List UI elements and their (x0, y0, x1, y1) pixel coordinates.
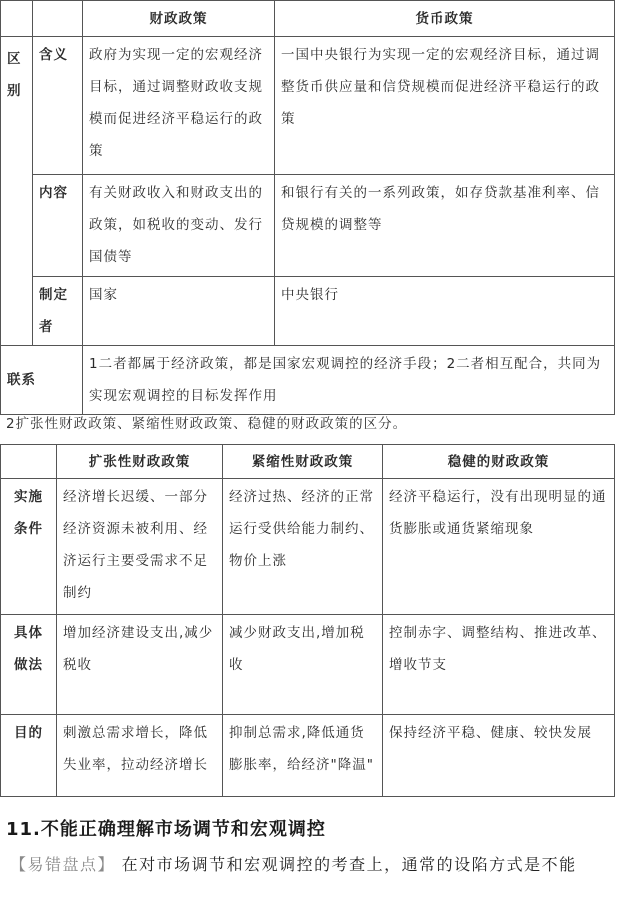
fiscal-monetary-comparison-table (0, 0, 615, 415)
cell-fiscal-maker: 国家 (83, 277, 275, 346)
cell-fiscal-meaning: 政府为实现一定的宏观经济目标，通过调整财政收支规模而促进经济平稳运行的政策 (83, 37, 275, 175)
error-point-tag: 【易错盘点】 (10, 855, 116, 874)
row-label-content: 内容 (33, 175, 83, 277)
table2-corner (1, 445, 57, 479)
row-label-link: 联系 (1, 346, 83, 415)
table1-header-monetary: 货币政策 (275, 1, 615, 37)
cell-monetary-meaning: 一国中央银行为实现一定的宏观经济目标，通过调整货币供应量和信贷规模而促进经济平稳运行的政策 (275, 37, 615, 175)
row-label-methods: 具体做法 (1, 615, 57, 715)
section-heading: 11.不能正确理解市场调节和宏观调控 (6, 819, 326, 840)
cell-contractionary-methods: 减少财政支出,增加税收 (223, 615, 383, 715)
section-text: 在对市场调节和宏观调控的考查上，通常的设陷方式是不能 (121, 855, 577, 874)
table2-header-contractionary: 紧缩性财政政策 (223, 445, 383, 479)
cell-contractionary-purpose: 抑制总需求,降低通货膨胀率，给经济"降温" (223, 715, 383, 797)
row-label-maker: 制定者 (33, 277, 83, 346)
cell-prudent-methods: 控制赤字、调整结构、推进改革、增收节支 (383, 615, 615, 715)
cell-prudent-conditions: 经济平稳运行，没有出现明显的通货膨胀或通货紧缩现象 (383, 479, 615, 615)
table2-header-expansionary: 扩张性财政政策 (57, 445, 223, 479)
table1-corner (1, 1, 33, 37)
row-label-conditions: 实施条件 (1, 479, 57, 615)
table1-corner-2 (33, 1, 83, 37)
cell-contractionary-conditions: 经济过热、经济的正常运行受供给能力制约、物价上涨 (223, 479, 383, 615)
cell-monetary-content: 和银行有关的一系列政策，如存贷款基准利率、信贷规模的调整等 (275, 175, 615, 277)
table2-header-prudent: 稳健的财政政策 (383, 445, 615, 479)
table1-header-fiscal: 财政政策 (83, 1, 275, 37)
table1-group-label: 区别 (1, 37, 33, 346)
section-paragraph (10, 852, 577, 875)
cell-fiscal-content: 有关财政收入和财政支出的政策，如税收的变动、发行国债等 (83, 175, 275, 277)
cell-expansionary-purpose: 刺激总需求增长，降低失业率，拉动经济增长 (57, 715, 223, 797)
caption-text: 2扩张性财政政策、紧缩性财政政策、稳健的财政政策的区分。 (6, 416, 408, 432)
row-label-purpose: 目的 (1, 715, 57, 797)
row-label-meaning: 含义 (33, 37, 83, 175)
cell-expansionary-conditions: 经济增长迟缓、一部分经济资源未被利用、经济运行主要受需求不足制约 (57, 479, 223, 615)
cell-link-text: 1二者都属于经济政策，都是国家宏观调控的经济手段；2二者相互配合，共同为实现宏观调控的目标发挥作用 (83, 346, 615, 415)
cell-prudent-purpose: 保持经济平稳、健康、较快发展 (383, 715, 615, 797)
cell-expansionary-methods: 增加经济建设支出,减少税收 (57, 615, 223, 715)
cell-monetary-maker: 中央银行 (275, 277, 615, 346)
fiscal-policy-types-table (0, 444, 615, 797)
